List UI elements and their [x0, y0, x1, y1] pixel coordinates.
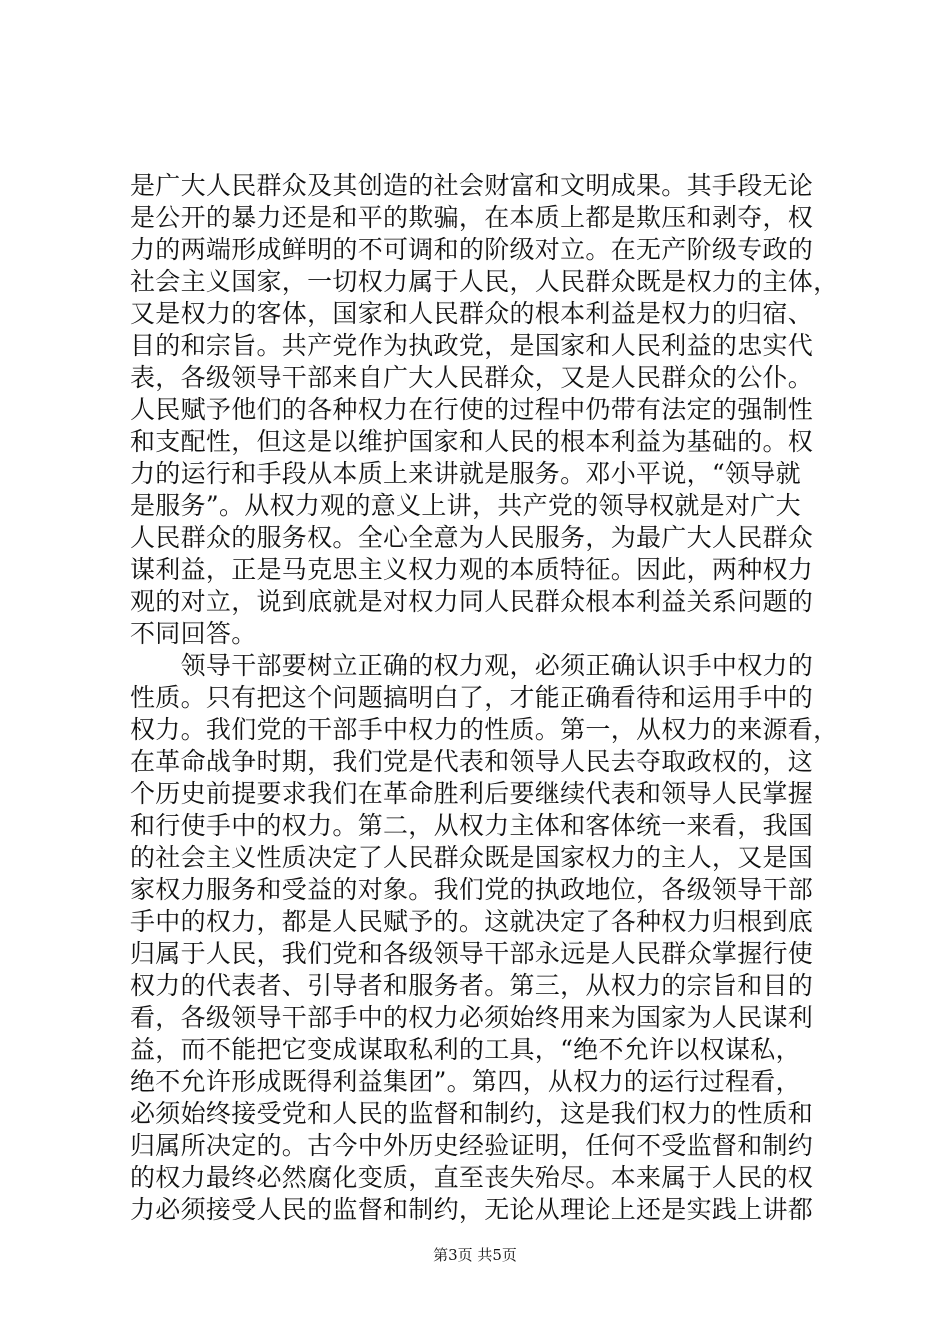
text-line: 社会主义国家，一切权力属于人民，人民群众既是权力的主体， — [130, 267, 839, 296]
text-line: 力的运行和手段从本质上来讲就是服务。邓小平说，“领导就 — [130, 459, 801, 488]
text-line: 不同回答。 — [130, 619, 257, 648]
text-line: 权力。我们党的干部手中权力的性质。第一，从权力的来源看， — [130, 715, 839, 744]
text-line: 看，各级领导干部手中的权力必须始终用来为国家为人民谋利 — [130, 1003, 814, 1032]
text-line: 的社会主义性质决定了人民群众既是国家权力的主人，又是国 — [130, 843, 814, 872]
text-line: 又是权力的客体，国家和人民群众的根本利益是权力的归宿、 — [130, 299, 814, 328]
text-line: 人民赋予他们的各种权力在行使的过程中仍带有法定的强制性 — [130, 395, 814, 424]
text-line: 归属所决定的。古今中外历史经验证明，任何不受监督和制约 — [130, 1131, 814, 1160]
text-line: 性质。只有把这个问题搞明白了，才能正确看待和运用手中的 — [130, 683, 814, 712]
text-line: 表，各级领导干部来自广大人民群众，又是人民群众的公仆。 — [130, 363, 814, 392]
text-line: 力必须接受人民的监督和制约，无论从理论上还是实践上讲都 — [130, 1195, 814, 1224]
text-line: 权力的代表者、引导者和服务者。第三，从权力的宗旨和目的 — [130, 971, 814, 1000]
text-line: 绝不允许形成既得利益集团”。第四，从权力的运行过程看， — [130, 1067, 801, 1096]
text-line: 是服务”。从权力观的意义上讲，共产党的领导权就是对广大 — [130, 491, 801, 520]
text-line: 在革命战争时期，我们党是代表和领导人民去夺取政权的，这 — [130, 747, 814, 776]
text-line: 手中的权力，都是人民赋予的。这就决定了各种权力归根到底 — [130, 907, 814, 936]
text-line: 个历史前提要求我们在革命胜利后要继续代表和领导人民掌握 — [130, 779, 814, 808]
text-line: 和行使手中的权力。第二，从权力主体和客体统一来看，我国 — [130, 811, 814, 840]
text-line: 是公开的暴力还是和平的欺骗，在本质上都是欺压和剥夺，权 — [130, 203, 814, 232]
text-line: 必须始终接受党和人民的监督和制约，这是我们权力的性质和 — [130, 1099, 814, 1128]
page-number-footer: 第3页 共5页 — [433, 1246, 517, 1264]
text-line: 和支配性，但这是以维护国家和人民的根本利益为基础的。权 — [130, 427, 814, 456]
text-line: 是广大人民群众及其创造的社会财富和文明成果。其手段无论 — [130, 171, 814, 200]
text-line: 家权力服务和受益的对象。我们党的执政地位，各级领导干部 — [130, 875, 814, 904]
text-line: 归属于人民，我们党和各级领导干部永远是人民群众掌握行使 — [130, 939, 814, 968]
text-line: 谋利益，正是马克思主义权力观的本质特征。因此，两种权力 — [130, 555, 814, 584]
text-line: 的权力最终必然腐化变质，直至丧失殆尽。本来属于人民的权 — [130, 1163, 814, 1192]
body-text — [130, 170, 839, 1226]
text-line: 力的两端形成鲜明的不可调和的阶级对立。在无产阶级专政的 — [130, 235, 814, 264]
text-line: 领导干部要树立正确的权力观，必须正确认识手中权力的 — [130, 651, 814, 680]
text-line: 益，而不能把它变成谋取私利的工具，“绝不允许以权谋私， — [130, 1035, 801, 1064]
text-line: 人民群众的服务权。全心全意为人民服务，为最广大人民群众 — [130, 523, 814, 552]
text-line: 目的和宗旨。共产党作为执政党，是国家和人民利益的忠实代 — [130, 331, 814, 360]
text-line: 观的对立，说到底就是对权力同人民群众根本利益关系问题的 — [130, 587, 814, 616]
